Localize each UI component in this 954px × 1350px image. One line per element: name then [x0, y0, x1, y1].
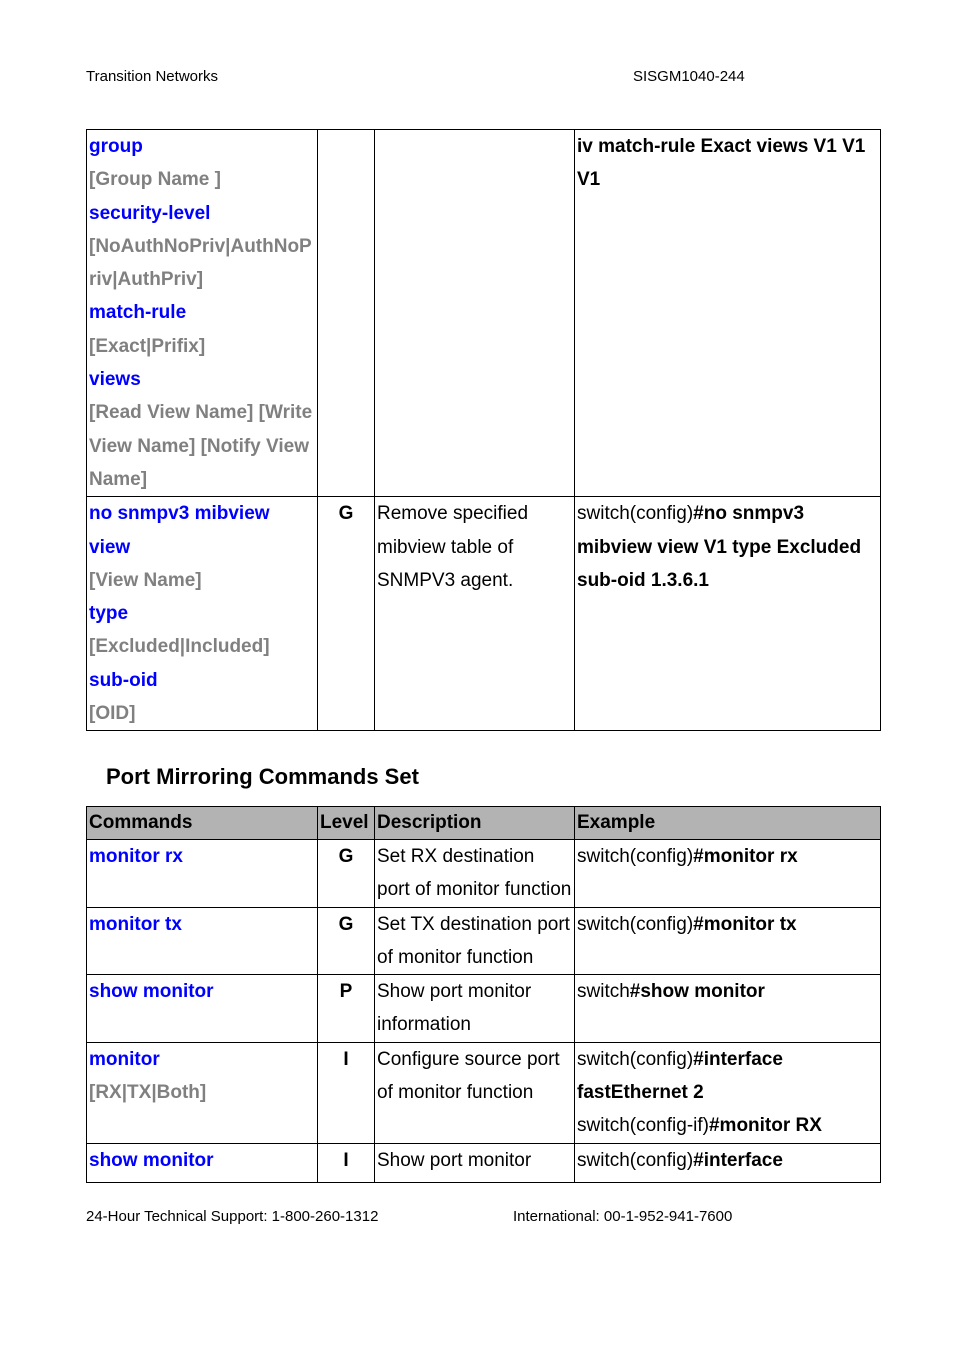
- level-cell: P: [318, 975, 375, 1043]
- description-line: mibview table of: [377, 536, 514, 558]
- example-line: [577, 908, 880, 941]
- example-cell: [575, 840, 881, 908]
- example-line: [577, 130, 880, 163]
- description-line: of monitor function: [377, 1082, 534, 1104]
- command-keyword: security-level: [89, 202, 211, 224]
- command-cell: [87, 907, 318, 975]
- example-command-text: #monitor RX: [708, 1115, 822, 1137]
- table-row: [87, 130, 881, 497]
- description-cell: [375, 1042, 575, 1143]
- example-line: [577, 564, 880, 597]
- command-keyword: show monitor: [89, 1149, 214, 1171]
- command-parameter: [Read View Name] [Write: [89, 402, 313, 424]
- example-cell: [575, 130, 881, 497]
- description-line: information: [377, 1014, 471, 1036]
- level-cell: I: [318, 1143, 375, 1182]
- example-cell: [575, 1042, 881, 1143]
- example-prompt-text: switch(config): [577, 1048, 694, 1070]
- example-command-text: sub-oid 1.3.6.1: [577, 569, 709, 591]
- example-command-text: #monitor rx: [693, 846, 798, 867]
- level-cell: I: [318, 1042, 375, 1143]
- header-description: Description: [375, 807, 575, 840]
- command-keyword: no snmpv3 mibview: [89, 503, 270, 525]
- description-cell: [375, 975, 575, 1043]
- command-cell: [87, 130, 318, 497]
- command-cell: [87, 1042, 318, 1143]
- command-keyword: monitor rx: [89, 846, 183, 867]
- command-parameter: riv|AuthPriv]: [89, 269, 204, 291]
- description-line: Show port monitor: [377, 981, 532, 1003]
- example-command-text: #no snmpv3: [693, 503, 805, 525]
- command-keyword: show monitor: [89, 981, 214, 1003]
- command-keyword: monitor: [89, 1048, 160, 1070]
- description-line: Set RX destination: [377, 846, 535, 867]
- example-cell: [575, 497, 881, 731]
- example-cell: [575, 975, 881, 1043]
- example-command-text: mibview view V1 type Excluded: [577, 536, 862, 558]
- example-line: [577, 497, 880, 530]
- command-keyword: views: [89, 369, 141, 391]
- command-keyword: group: [89, 136, 143, 157]
- description-line: port of monitor function: [377, 879, 572, 901]
- example-line: [577, 1076, 880, 1109]
- example-command-text: #show monitor: [629, 981, 765, 1003]
- command-parameter: Name]: [89, 468, 148, 490]
- table-row: [87, 1042, 881, 1143]
- description-line: Remove specified: [377, 503, 529, 525]
- table-row: [87, 975, 881, 1043]
- command-parameter: [RX|TX|Both]: [89, 1082, 207, 1104]
- description-cell: [375, 907, 575, 975]
- description-line: of monitor function: [377, 946, 534, 968]
- description-cell: [375, 1143, 575, 1182]
- example-prompt-text: switch(config): [577, 846, 694, 867]
- example-line: [577, 1109, 880, 1142]
- example-line: [577, 531, 880, 564]
- example-prompt-text: switch(config): [577, 913, 694, 935]
- example-command-text: V1: [577, 169, 601, 191]
- footer-support: 24-Hour Technical Support: 1-800-260-1312: [86, 1208, 379, 1225]
- level-cell: G: [318, 907, 375, 975]
- description-line: Show port monitor: [377, 1149, 532, 1171]
- command-keyword: view: [89, 536, 131, 558]
- example-prompt-text: switch(config-if): [577, 1115, 709, 1137]
- command-parameter: [OID]: [89, 703, 136, 725]
- command-parameter: [View Name]: [89, 569, 202, 591]
- description-cell: [375, 840, 575, 908]
- table-row: [87, 907, 881, 975]
- command-keyword: type: [89, 603, 129, 625]
- command-keyword: match-rule: [89, 302, 187, 324]
- command-cell: [87, 497, 318, 731]
- example-prompt-text: switch(config): [577, 1149, 694, 1171]
- example-prompt-text: switch: [577, 981, 630, 1003]
- command-parameter: [Excluded|Included]: [89, 636, 270, 658]
- command-keyword: sub-oid: [89, 669, 158, 691]
- example-prompt-text: switch(config): [577, 503, 694, 525]
- example-cell: [575, 907, 881, 975]
- example-line: [577, 1144, 880, 1177]
- command-cell: [87, 1143, 318, 1182]
- example-line: [577, 1043, 880, 1076]
- header-company: Transition Networks: [86, 68, 218, 85]
- example-line: [577, 840, 880, 873]
- description-line: Configure source port: [377, 1048, 560, 1070]
- table-row: [87, 497, 881, 731]
- command-cell: [87, 840, 318, 908]
- level-cell: [318, 130, 375, 497]
- header-model: SISGM1040-244: [633, 68, 745, 85]
- command-parameter: [Exact|Prifix]: [89, 335, 206, 357]
- example-command-text: iv match-rule Exact views V1 V1: [577, 136, 866, 157]
- table-row: [87, 840, 881, 908]
- description-cell: [375, 130, 575, 497]
- header-level: Level: [318, 807, 375, 840]
- command-parameter: [NoAuthNoPriv|AuthNoP: [89, 235, 312, 257]
- level-cell: G: [318, 497, 375, 731]
- command-keyword: monitor tx: [89, 913, 182, 935]
- example-command-text: #interface: [693, 1048, 783, 1070]
- example-cell: [575, 1143, 881, 1182]
- description-line: Set TX destination port: [377, 913, 570, 935]
- footer-international: International: 00-1-952-941-7600: [513, 1208, 733, 1225]
- snmp-mibview-table: [86, 129, 881, 731]
- header-commands: Commands: [87, 807, 318, 840]
- example-line: [577, 163, 880, 196]
- command-parameter: [Group Name ]: [89, 169, 221, 191]
- command-parameter: View Name] [Notify View: [89, 435, 309, 457]
- command-cell: [87, 975, 318, 1043]
- description-cell: [375, 497, 575, 731]
- header-example: Example: [575, 807, 881, 840]
- table-header-row: [87, 807, 881, 840]
- port-mirroring-table: [86, 806, 881, 1183]
- table-row: [87, 1143, 881, 1182]
- example-command-text: #interface: [693, 1149, 783, 1171]
- description-line: SNMPV3 agent.: [377, 569, 514, 591]
- section-title: Port Mirroring Commands Set: [106, 764, 419, 789]
- example-command-text: #monitor tx: [693, 913, 797, 935]
- example-line: [577, 975, 880, 1008]
- level-cell: G: [318, 840, 375, 908]
- example-command-text: fastEthernet 2: [577, 1082, 704, 1104]
